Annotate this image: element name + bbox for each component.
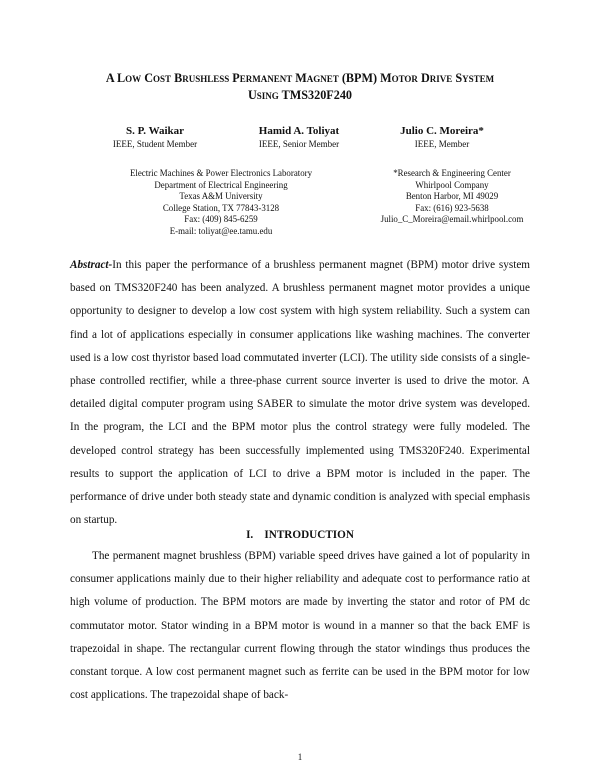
- affiliation-line: Benton Harbor, MI 49029: [405, 191, 499, 202]
- section-heading-introduction: I. INTRODUCTION: [246, 529, 354, 541]
- author-3: [357, 124, 527, 150]
- affiliation-line: Julio_C_Moreira@email.whirlpool.com: [380, 214, 524, 225]
- affiliation-line: Whirlpool Company: [415, 179, 489, 190]
- author-role: IEEE, Student Member: [112, 139, 198, 149]
- affiliation-line: Electric Machines & Power Electronics Laboratory: [129, 168, 313, 178]
- affiliation-line: *Research & Engineering Center: [393, 168, 511, 178]
- affiliation-texas-am: [96, 168, 346, 238]
- affiliation-line: E-mail: toliyat@ee.tamu.edu: [169, 225, 273, 236]
- author-role: IEEE, Senior Member: [258, 139, 340, 149]
- abstract-text: In this paper the performance of a brushless permanent magnet (BPM) motor drive system based on TMS320F240 has been analyzed. A brushless permanent magnet motor provides a unique opportunity to designer to develop a low cost system with high system reliability. Such a system can find a lot of applications especially in consumer applications like washing machines. The converter used is a low cost thyristor based load commutated inverter (LCI). The utility side consists of a single-phase controlled rectifier, while a three-phase current source inverter is used to drive the motor. A detailed digital computer program using SABER to simulate the motor drive system was developed. In the program, the LCI and the BPM motor plus the control strategy were fully modeled. The developed control strategy has been successfully implemented using TMS320F240. Experimental results to support the application of LCI to drive a BPM motor is included in the paper. The performance of drive under both steady state and dynamic condition is analyzed with special emphasis on startup.: [70, 259, 530, 527]
- affiliation-line: Fax: (409) 845-6259: [184, 214, 258, 225]
- affiliation-whirlpool: [352, 168, 552, 226]
- affiliation-line: Fax: (616) 923-5638: [415, 202, 489, 213]
- paper-title-line1: A Low Cost Brushless Permanent Magnet (BPM) Motor Drive System: [105, 71, 495, 85]
- introduction-paragraph: The permanent magnet brushless (BPM) variable speed drives have gained a lot of popularity in consumer applications mainly due to their higher reliability and adequate cost to performance ratio at high volume of production. The BPM motors are made by inverting the stator and rotor of PM dc commutator motor. Stator winding in a BPM motor is wound in a manner so that the back EMF is trapezoidal in shape. The rectangular current flowing through the stator windings thus produces the constant torque. A low cost permanent magnet such as ferrite can be used in the BPM motor for low cost applications. The trapezoidal shape of back-: [70, 550, 530, 702]
- paper-title-line2: Using TMS320F240: [247, 88, 353, 102]
- abstract: [70, 254, 530, 532]
- abstract-label: Abstract-: [70, 259, 113, 271]
- author-name: S. P. Waikar: [125, 125, 185, 137]
- affiliation-line: Texas A&M University: [179, 191, 263, 202]
- affiliation-line: College Station, TX 77843-3128: [162, 202, 280, 213]
- page-number: 1: [297, 752, 303, 762]
- author-name: Julio C. Moreira*: [400, 125, 484, 137]
- author-name: Hamid A. Toliyat: [258, 125, 340, 137]
- affiliation-line: Department of Electrical Engineering: [154, 179, 288, 190]
- author-role: IEEE, Member: [414, 139, 470, 149]
